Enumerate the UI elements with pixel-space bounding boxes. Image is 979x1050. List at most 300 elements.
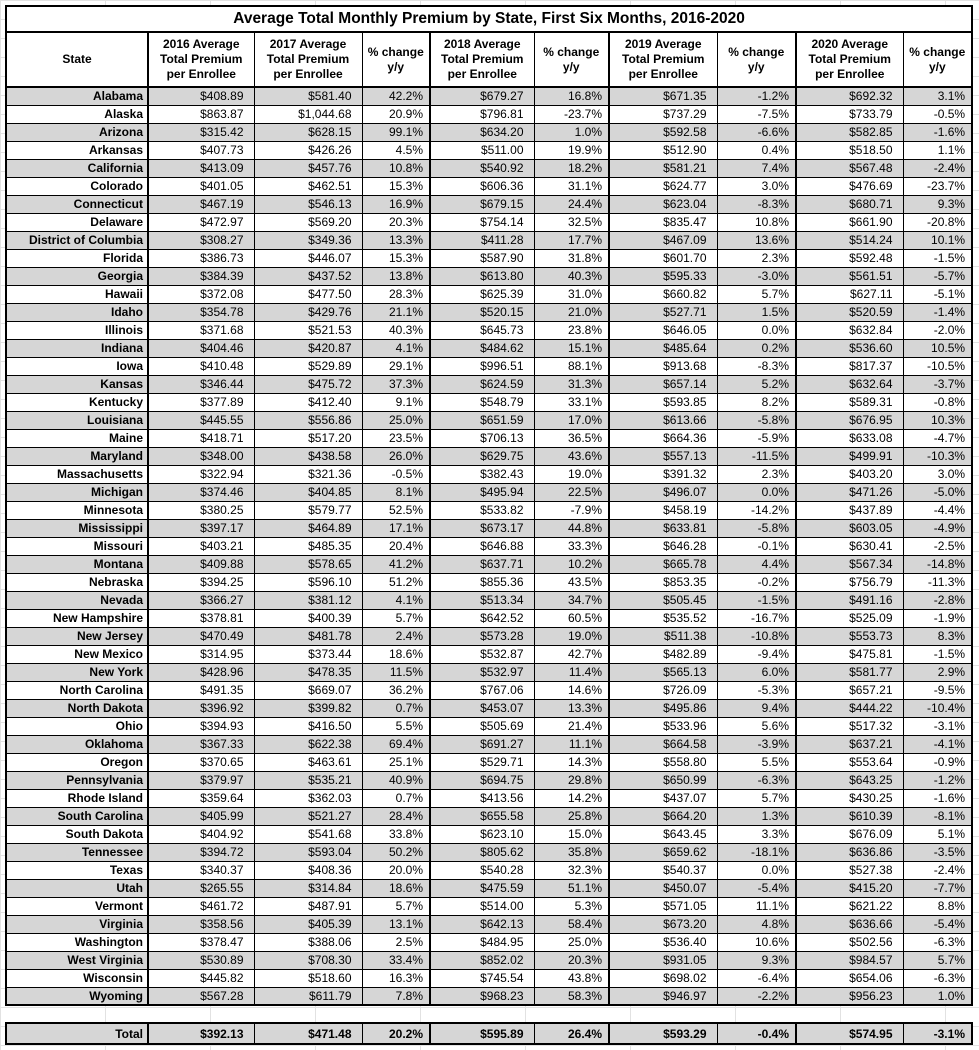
premium-2016-cell: $358.56 [148,915,254,933]
premium-2017-cell: $404.85 [254,483,362,501]
pct-change-2017-cell: 40.3% [362,321,430,339]
pct-change-2020-cell: -5.4% [903,915,972,933]
premium-2020-cell: $582.85 [796,123,903,141]
premium-2019-cell: $664.58 [609,735,717,753]
pct-change-2020-cell: 2.9% [903,663,972,681]
pct-change-2019-cell: 9.4% [717,699,796,717]
premium-2017-cell: $400.39 [254,609,362,627]
premium-2020-cell: $403.20 [796,465,903,483]
premium-2017-cell: $535.21 [254,771,362,789]
premium-2018-cell: $637.71 [430,555,534,573]
pct-change-2017-cell: 28.4% [362,807,430,825]
pct-change-2020-cell: -3.1% [903,717,972,735]
pct-change-2017-cell: 5.7% [362,609,430,627]
premium-2018-cell: $754.14 [430,213,534,231]
state-row [6,87,972,105]
state-row [6,501,972,519]
premium-2016-cell: $377.89 [148,393,254,411]
pct-change-2019-cell: 3.0% [717,177,796,195]
premium-2020-cell: $657.21 [796,681,903,699]
premium-2018-cell: $855.36 [430,573,534,591]
pct-change-2018-cell: 31.0% [534,285,609,303]
pct-change-2018-cell: 23.8% [534,321,609,339]
state-cell: California [6,159,148,177]
state-cell: Connecticut [6,195,148,213]
pct-change-2020-cell: -3.7% [903,375,972,393]
pct-change-2020-cell: -0.9% [903,753,972,771]
pct-change-2019-cell: 3.3% [717,825,796,843]
premium-2016-cell: $404.46 [148,339,254,357]
premium-2017-cell: $541.68 [254,825,362,843]
pct-change-2019-cell: 7.4% [717,159,796,177]
pct-change-2018-cell: 21.4% [534,717,609,735]
pct-change-2020-cell: -4.9% [903,519,972,537]
premium-2019-cell: $450.07 [609,879,717,897]
pct-change-2019-cell: -8.3% [717,195,796,213]
pct-change-2020-cell: -10.4% [903,699,972,717]
pct-change-2019-cell: 8.2% [717,393,796,411]
pct-change-2017-cell: 37.3% [362,375,430,393]
pct-change-2018-cell: 51.1% [534,879,609,897]
pct-change-2020-cell: -23.7% [903,177,972,195]
pct-change-2017-cell: 25.0% [362,411,430,429]
state-row [6,465,972,483]
state-cell: Rhode Island [6,789,148,807]
col-header-2018-premium: 2018 Average Total Premium per Enrollee [430,32,534,87]
premium-2020-cell: $984.57 [796,951,903,969]
state-cell: New Hampshire [6,609,148,627]
premium-2020-cell: $475.81 [796,645,903,663]
premium-2017-cell: $628.15 [254,123,362,141]
premium-2020-cell: $520.59 [796,303,903,321]
pct-change-2018-cell: 26.4% [534,1023,609,1044]
premium-2019-cell: $495.86 [609,699,717,717]
pct-change-2017-cell: 7.8% [362,987,430,1005]
pct-change-2018-cell: 21.0% [534,303,609,321]
state-row [6,951,972,969]
pct-change-2017-cell: 4.1% [362,591,430,609]
pct-change-2018-cell: 19.0% [534,627,609,645]
premium-2016-cell: $404.92 [148,825,254,843]
pct-change-2020-cell: -1.6% [903,789,972,807]
pct-change-2019-cell: -5.8% [717,519,796,537]
premium-2018-cell: $613.80 [430,267,534,285]
premium-2020-cell: $514.24 [796,231,903,249]
state-cell: North Dakota [6,699,148,717]
premium-2020-cell: $561.51 [796,267,903,285]
state-cell: Alaska [6,105,148,123]
premium-2020-cell: $491.16 [796,591,903,609]
state-cell: Florida [6,249,148,267]
pct-change-2017-cell: 20.2% [362,1023,430,1044]
pct-change-2018-cell: 35.8% [534,843,609,861]
premium-2020-cell: $553.64 [796,753,903,771]
pct-change-2019-cell: -3.0% [717,267,796,285]
premium-2020-cell: $444.22 [796,699,903,717]
premium-2018-cell: $484.95 [430,933,534,951]
state-row [6,717,972,735]
premium-2016-cell: $410.48 [148,357,254,375]
state-row [6,195,972,213]
pct-change-2019-cell: 11.1% [717,897,796,915]
pct-change-2017-cell: 29.1% [362,357,430,375]
state-row [6,375,972,393]
pct-change-2019-cell: 1.3% [717,807,796,825]
pct-change-2017-cell: 13.1% [362,915,430,933]
premium-2019-cell: $726.09 [609,681,717,699]
pct-change-2018-cell: 32.3% [534,861,609,879]
col-header-pct-change-2018: % change y/y [534,32,609,87]
premium-2016-cell: $378.81 [148,609,254,627]
premium-2016-cell: $472.97 [148,213,254,231]
pct-change-2019-cell: -1.2% [717,87,796,105]
state-cell: Idaho [6,303,148,321]
state-row [6,933,972,951]
state-cell: Illinois [6,321,148,339]
state-cell: Georgia [6,267,148,285]
premium-2018-cell: $706.13 [430,429,534,447]
premium-2016-cell: $530.89 [148,951,254,969]
pct-change-2017-cell: 17.1% [362,519,430,537]
title-row [6,6,972,32]
premium-2016-cell: $396.92 [148,699,254,717]
state-row [6,879,972,897]
premium-2020-cell: $589.31 [796,393,903,411]
pct-change-2020-cell: 3.0% [903,465,972,483]
premium-2018-cell: $548.79 [430,393,534,411]
premium-2020-cell: $574.95 [796,1023,903,1044]
premium-2020-cell: $553.73 [796,627,903,645]
premium-2018-cell: $484.62 [430,339,534,357]
pct-change-2018-cell: 40.3% [534,267,609,285]
pct-change-2017-cell: 69.4% [362,735,430,753]
premium-2018-cell: $595.89 [430,1023,534,1044]
premium-2018-cell: $968.23 [430,987,534,1005]
premium-2017-cell: $416.50 [254,717,362,735]
pct-change-2018-cell: 17.0% [534,411,609,429]
state-cell: Virginia [6,915,148,933]
pct-change-2019-cell: 13.6% [717,231,796,249]
pct-change-2020-cell: -1.4% [903,303,972,321]
table-title: Average Total Monthly Premium by State, First Six Months, 2016-2020 [6,6,972,32]
premium-2018-cell: $573.28 [430,627,534,645]
pct-change-2018-cell: 17.7% [534,231,609,249]
state-row [6,627,972,645]
pct-change-2019-cell: -3.9% [717,735,796,753]
pct-change-2017-cell: 25.1% [362,753,430,771]
pct-change-2017-cell: 11.5% [362,663,430,681]
state-cell: Delaware [6,213,148,231]
premium-2017-cell: $362.03 [254,789,362,807]
premium-2020-cell: $536.60 [796,339,903,357]
pct-change-2019-cell: -5.9% [717,429,796,447]
pct-change-2018-cell: 14.2% [534,789,609,807]
premium-2016-cell: $359.64 [148,789,254,807]
state-row [6,537,972,555]
premium-2016-cell: $322.94 [148,465,254,483]
pct-change-2020-cell: -1.9% [903,609,972,627]
pct-change-2017-cell: 13.3% [362,231,430,249]
table-body [6,87,972,1005]
premium-2017-cell: $521.53 [254,321,362,339]
premium-2019-cell: $592.58 [609,123,717,141]
premium-2016-cell: $409.88 [148,555,254,573]
state-row [6,285,972,303]
premium-2018-cell: $634.20 [430,123,534,141]
state-cell: West Virginia [6,951,148,969]
premium-2020-cell: $676.95 [796,411,903,429]
premium-2017-cell: $593.04 [254,843,362,861]
pct-change-2020-cell: -4.7% [903,429,972,447]
premium-2016-cell: $413.09 [148,159,254,177]
pct-change-2018-cell: 19.9% [534,141,609,159]
premium-2016-cell: $386.73 [148,249,254,267]
premium-2020-cell: $636.66 [796,915,903,933]
premium-2020-cell: $692.32 [796,87,903,105]
premium-2017-cell: $546.13 [254,195,362,213]
premium-2017-cell: $478.35 [254,663,362,681]
premium-2018-cell: $679.27 [430,87,534,105]
premium-2017-cell: $446.07 [254,249,362,267]
pct-change-2017-cell: 20.3% [362,213,430,231]
pct-change-2017-cell: 20.0% [362,861,430,879]
header-row [6,32,972,87]
state-row [6,753,972,771]
premium-2016-cell: $371.68 [148,321,254,339]
premium-2016-cell: $394.25 [148,573,254,591]
pct-change-2018-cell: 33.1% [534,393,609,411]
premium-2019-cell: $496.07 [609,483,717,501]
premium-2020-cell: $756.79 [796,573,903,591]
pct-change-2020-cell: -1.5% [903,249,972,267]
total-table-body [6,1023,972,1044]
premium-2019-cell: $646.05 [609,321,717,339]
state-cell: Michigan [6,483,148,501]
state-row [6,699,972,717]
premium-2016-cell: $467.19 [148,195,254,213]
premium-2019-cell: $673.20 [609,915,717,933]
state-cell: Massachusetts [6,465,148,483]
premium-2020-cell: $525.09 [796,609,903,627]
premium-2017-cell: $429.76 [254,303,362,321]
pct-change-2018-cell: 15.0% [534,825,609,843]
pct-change-2019-cell: 2.3% [717,465,796,483]
premium-2017-cell: $420.87 [254,339,362,357]
state-cell: Kentucky [6,393,148,411]
premium-2019-cell: $633.81 [609,519,717,537]
state-cell: New Mexico [6,645,148,663]
state-row [6,141,972,159]
pct-change-2017-cell: 28.3% [362,285,430,303]
pct-change-2018-cell: 36.5% [534,429,609,447]
state-row [6,897,972,915]
premium-2018-cell: $655.58 [430,807,534,825]
pct-change-2020-cell: 5.1% [903,825,972,843]
pct-change-2018-cell: 14.3% [534,753,609,771]
premium-2018-cell: $533.82 [430,501,534,519]
pct-change-2018-cell: 58.4% [534,915,609,933]
premium-2017-cell: $464.89 [254,519,362,537]
premium-2018-cell: $505.69 [430,717,534,735]
state-row [6,789,972,807]
pct-change-2019-cell: 10.8% [717,213,796,231]
col-header-state: State [6,32,148,87]
pct-change-2019-cell: -9.4% [717,645,796,663]
premium-2020-cell: $817.37 [796,357,903,375]
premium-2018-cell: $606.36 [430,177,534,195]
pct-change-2019-cell: 0.0% [717,321,796,339]
pct-change-2020-cell: -11.3% [903,573,972,591]
pct-change-2018-cell: 11.1% [534,735,609,753]
premium-2016-cell: $403.21 [148,537,254,555]
premium-2019-cell: $482.89 [609,645,717,663]
state-row [6,663,972,681]
state-cell: Indiana [6,339,148,357]
premium-2018-cell: $642.52 [430,609,534,627]
premium-2018-cell: $767.06 [430,681,534,699]
pct-change-2020-cell: -2.4% [903,861,972,879]
premium-2017-cell: $518.60 [254,969,362,987]
state-row [6,861,972,879]
premium-2016-cell: $491.35 [148,681,254,699]
pct-change-2018-cell: 18.2% [534,159,609,177]
premium-2018-cell: $629.75 [430,447,534,465]
premium-2019-cell: $558.80 [609,753,717,771]
pct-change-2018-cell: 20.3% [534,951,609,969]
state-cell: North Carolina [6,681,148,699]
pct-change-2018-cell: 22.5% [534,483,609,501]
premium-2018-cell: $495.94 [430,483,534,501]
premium-2019-cell: $931.05 [609,951,717,969]
state-row [6,915,972,933]
pct-change-2017-cell: 15.3% [362,177,430,195]
premium-2016-cell: $428.96 [148,663,254,681]
pct-change-2019-cell: 0.2% [717,339,796,357]
premium-2018-cell: $651.59 [430,411,534,429]
pct-change-2018-cell: -7.9% [534,501,609,519]
premium-2016-cell: $340.37 [148,861,254,879]
state-row [6,573,972,591]
pct-change-2019-cell: 5.5% [717,753,796,771]
state-row [6,357,972,375]
premium-2016-cell: $346.44 [148,375,254,393]
premium-2019-cell: $593.85 [609,393,717,411]
premium-2016-cell: $394.93 [148,717,254,735]
pct-change-2020-cell: 9.3% [903,195,972,213]
pct-change-2017-cell: 4.5% [362,141,430,159]
premium-2020-cell: $680.71 [796,195,903,213]
state-row [6,393,972,411]
pct-change-2019-cell: 1.5% [717,303,796,321]
premium-2018-cell: $529.71 [430,753,534,771]
state-row [6,267,972,285]
pct-change-2020-cell: -1.6% [903,123,972,141]
pct-change-2020-cell: 10.5% [903,339,972,357]
pct-change-2019-cell: 9.3% [717,951,796,969]
state-row [6,411,972,429]
state-row [6,645,972,663]
premium-2018-cell: $745.54 [430,969,534,987]
pct-change-2020-cell: 3.1% [903,87,972,105]
premium-2017-cell: $611.79 [254,987,362,1005]
premium-2020-cell: $567.34 [796,555,903,573]
state-cell: Texas [6,861,148,879]
state-cell: Nevada [6,591,148,609]
premium-2018-cell: $513.34 [430,591,534,609]
state-row [6,159,972,177]
premium-2018-cell: $679.15 [430,195,534,213]
pct-change-2017-cell: 5.7% [362,897,430,915]
pct-change-2017-cell: 4.1% [362,339,430,357]
premium-2016-cell: $384.39 [148,267,254,285]
state-cell: Ohio [6,717,148,735]
state-cell: Iowa [6,357,148,375]
premium-2018-cell: $694.75 [430,771,534,789]
pct-change-2019-cell: -6.4% [717,969,796,987]
premium-2020-cell: $632.84 [796,321,903,339]
pct-change-2017-cell: 52.5% [362,501,430,519]
premium-2020-cell: $517.32 [796,717,903,735]
premium-2017-cell: $373.44 [254,645,362,663]
premium-2016-cell: $374.46 [148,483,254,501]
pct-change-2018-cell: 31.8% [534,249,609,267]
premium-2017-cell: $314.84 [254,879,362,897]
premium-2017-cell: $622.38 [254,735,362,753]
state-cell: Tennessee [6,843,148,861]
premium-2019-cell: $467.09 [609,231,717,249]
premium-2019-cell: $664.20 [609,807,717,825]
pct-change-2017-cell: 16.9% [362,195,430,213]
pct-change-2019-cell: 10.6% [717,933,796,951]
pct-change-2018-cell: 1.0% [534,123,609,141]
state-row [6,177,972,195]
premium-2020-cell: $502.56 [796,933,903,951]
pct-change-2020-cell: 8.3% [903,627,972,645]
premium-2017-cell: $578.65 [254,555,362,573]
pct-change-2019-cell: 6.0% [717,663,796,681]
premium-table-sheet [5,5,973,1045]
pct-change-2019-cell: 5.2% [717,375,796,393]
pct-change-2019-cell: -6.3% [717,771,796,789]
pct-change-2020-cell: 1.1% [903,141,972,159]
pct-change-2018-cell: 16.8% [534,87,609,105]
pct-change-2017-cell: 26.0% [362,447,430,465]
premium-2016-cell: $366.27 [148,591,254,609]
pct-change-2020-cell: -1.2% [903,771,972,789]
premium-2020-cell: $610.39 [796,807,903,825]
premium-2018-cell: $691.27 [430,735,534,753]
pct-change-2017-cell: 20.4% [362,537,430,555]
pct-change-2020-cell: -2.0% [903,321,972,339]
premium-2019-cell: $660.82 [609,285,717,303]
state-cell: Colorado [6,177,148,195]
premium-2017-cell: $529.89 [254,357,362,375]
premium-2016-cell: $863.87 [148,105,254,123]
premium-2019-cell: $946.97 [609,987,717,1005]
pct-change-2020-cell: 5.7% [903,951,972,969]
premium-2019-cell: $505.45 [609,591,717,609]
premium-2017-cell: $517.20 [254,429,362,447]
pct-change-2018-cell: 25.8% [534,807,609,825]
premium-2020-cell: $499.91 [796,447,903,465]
pct-change-2020-cell: -0.5% [903,105,972,123]
pct-change-2018-cell: 42.7% [534,645,609,663]
state-cell: Oklahoma [6,735,148,753]
pct-change-2020-cell: -8.1% [903,807,972,825]
premium-2016-cell: $314.95 [148,645,254,663]
pct-change-2018-cell: 31.1% [534,177,609,195]
state-row [6,681,972,699]
